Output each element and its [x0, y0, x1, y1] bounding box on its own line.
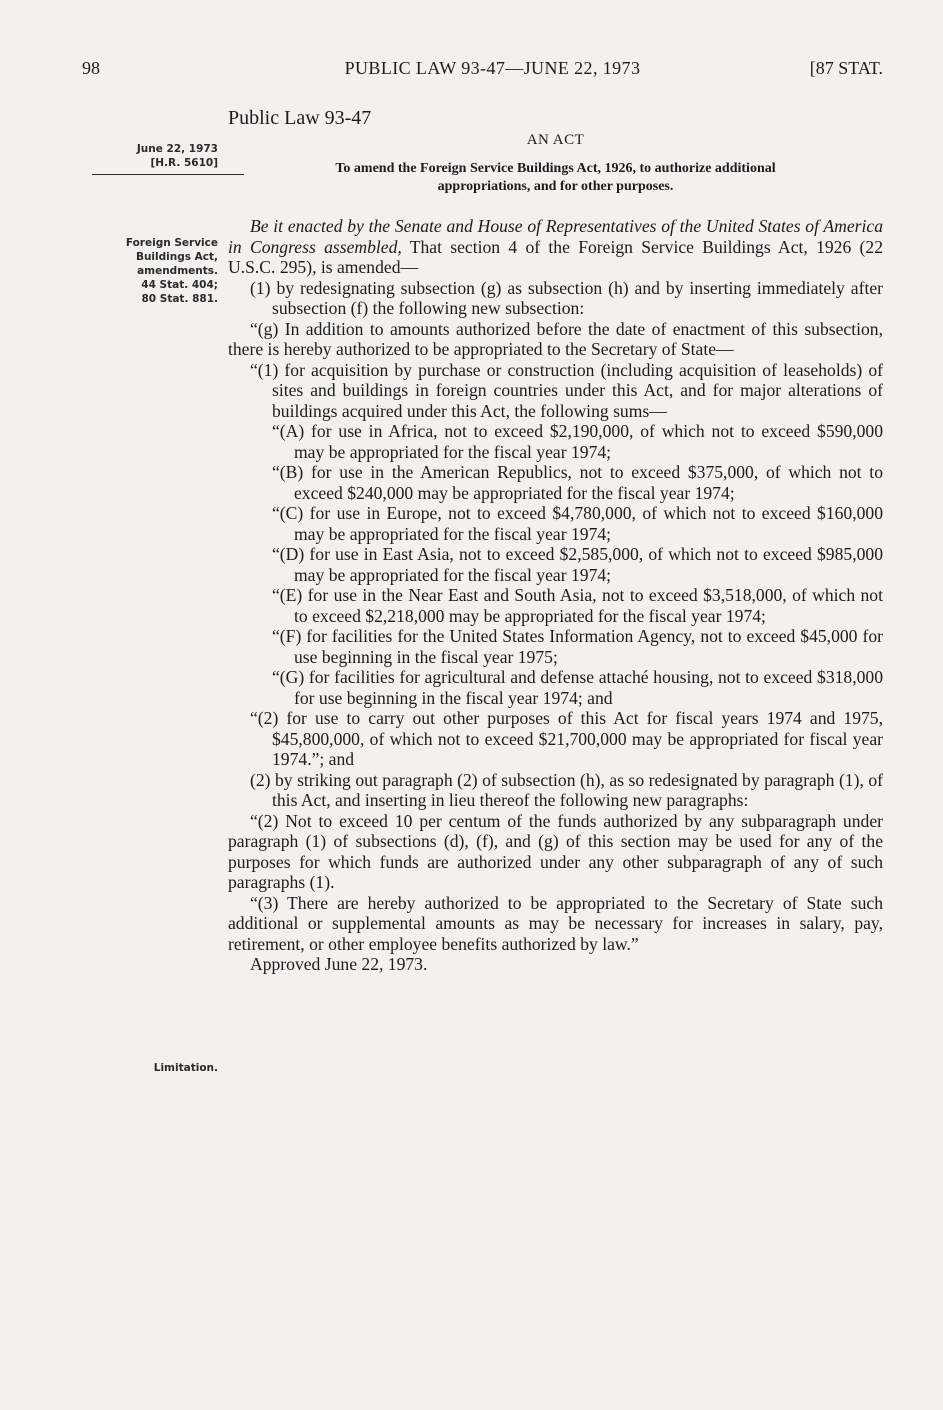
law-title: Public Law 93-47 [228, 107, 372, 129]
enacting-formula: Be it enacted by the Senate and House of Representatives of the United States of America in Congress assembled, [228, 216, 883, 257]
margin-subject-3: amendments. [137, 265, 218, 277]
running-title: PUBLIC LAW 93-47—JUNE 22, 1973 [344, 58, 641, 78]
paragraph-2: (2) by striking out paragraph (2) of subsection (h), as so redesignated by paragraph (1), of this Act, and inserting in lieu thereof the following new paragraphs: [250, 769, 883, 810]
statute-reference: [87 STAT. [809, 58, 883, 78]
purpose-line-1: To amend the Foreign Service Buildings Act, 1926, to authorize additional [335, 161, 776, 176]
margin-rule [92, 174, 244, 175]
running-header [82, 58, 903, 84]
subparagraph-e: “(E) for use in the Near East and South Asia, not to exceed $3,518,000, of which not to exceed $2,218,000 may be appropriated for the fiscal year 1974; [272, 585, 883, 626]
enacting-clause [228, 216, 883, 278]
subsection-h-3: “(3) There are hereby authorized to be appropriated to the Secretary of State such additional or supplemental amounts as may be necessary for increases in salary, pay, retirement, or other employee benefits authorized by law.” [228, 892, 883, 954]
purpose-line-2: appropriations, and for other purposes. [437, 179, 674, 194]
subsection-g: “(g) In addition to amounts authorized before the date of enactment of this subsection, there is hereby authorized to be appropriated to the Secretary of State— [228, 318, 883, 359]
paragraph-1: (1) by redesignating subsection (g) as subsection (h) and by inserting immediately after subsection (f) the following new subsection: [250, 277, 883, 318]
subparagraph-f: “(F) for facilities for the United States Information Agency, not to exceed $45,000 for use beginning in the fiscal year 1975; [272, 626, 883, 667]
enactment-body [228, 216, 883, 975]
margin-citation-2: 80 Stat. 881. [141, 293, 218, 305]
subparagraph-g: “(G) for facilities for agricultural and defense attaché housing, not to exceed $318,000 for use beginning in the fiscal year 1974; and [272, 667, 883, 708]
margin-date: June 22, 1973 [136, 143, 218, 155]
act-purpose [228, 160, 883, 196]
subsection-g-1: “(1) for acquisition by purchase or construction (including acquisition of leaseholds) of sites and buildings in foreign countries under this Act, and for major alterations of buildings acquired under this Act, the following sums— [250, 359, 883, 421]
subparagraph-a: “(A) for use in Africa, not to exceed $2,190,000, of which not to exceed $590,000 may be appropriated for the fiscal year 1974; [272, 421, 883, 462]
subparagraph-b: “(B) for use in the American Republics, not to exceed $375,000, of which not to exceed $240,000 may be appropriated for the fiscal year 1974; [272, 462, 883, 503]
page-number: 98 [82, 58, 100, 78]
subsection-g-2: “(2) for use to carry out other purposes of this Act for fiscal years 1974 and 1975, $45,800,000, of which not to exceed $21,700,000 may be appropriated for fiscal year 1974.”; and [250, 708, 883, 769]
margin-citation-1: 44 Stat. 404; [141, 279, 218, 291]
subparagraph-d: “(D) for use in East Asia, not to exceed $2,585,000, of which not to exceed $985,000 may be appropriated for the fiscal year 1974; [272, 544, 883, 585]
approval-line: Approved June 22, 1973. [250, 954, 428, 974]
subsection-h-2: “(2) Not to exceed 10 per centum of the funds authorized by any subparagraph under paragraph (1) of subsections (d), (f), and (g) of this section may be used for any of the purposes for which funds are authorized under any other subparagraph of any of such paragraphs (1). [228, 810, 883, 892]
margin-subject-1: Foreign Service [125, 237, 218, 249]
margin-limitation: Limitation. [153, 1062, 218, 1074]
subparagraph-c: “(C) for use in Europe, not to exceed $4,780,000, of which not to exceed $160,000 may be appropriated for the fiscal year 1974; [272, 503, 883, 544]
enacting-text: That section 4 of the Foreign Service Buildings Act, 1926 (22 U.S.C. 295), is amended— [228, 236, 884, 277]
margin-subject-2: Buildings Act, [135, 251, 218, 263]
act-label: AN ACT [526, 132, 585, 148]
margin-bill-number: [H.R. 5610] [150, 157, 218, 169]
